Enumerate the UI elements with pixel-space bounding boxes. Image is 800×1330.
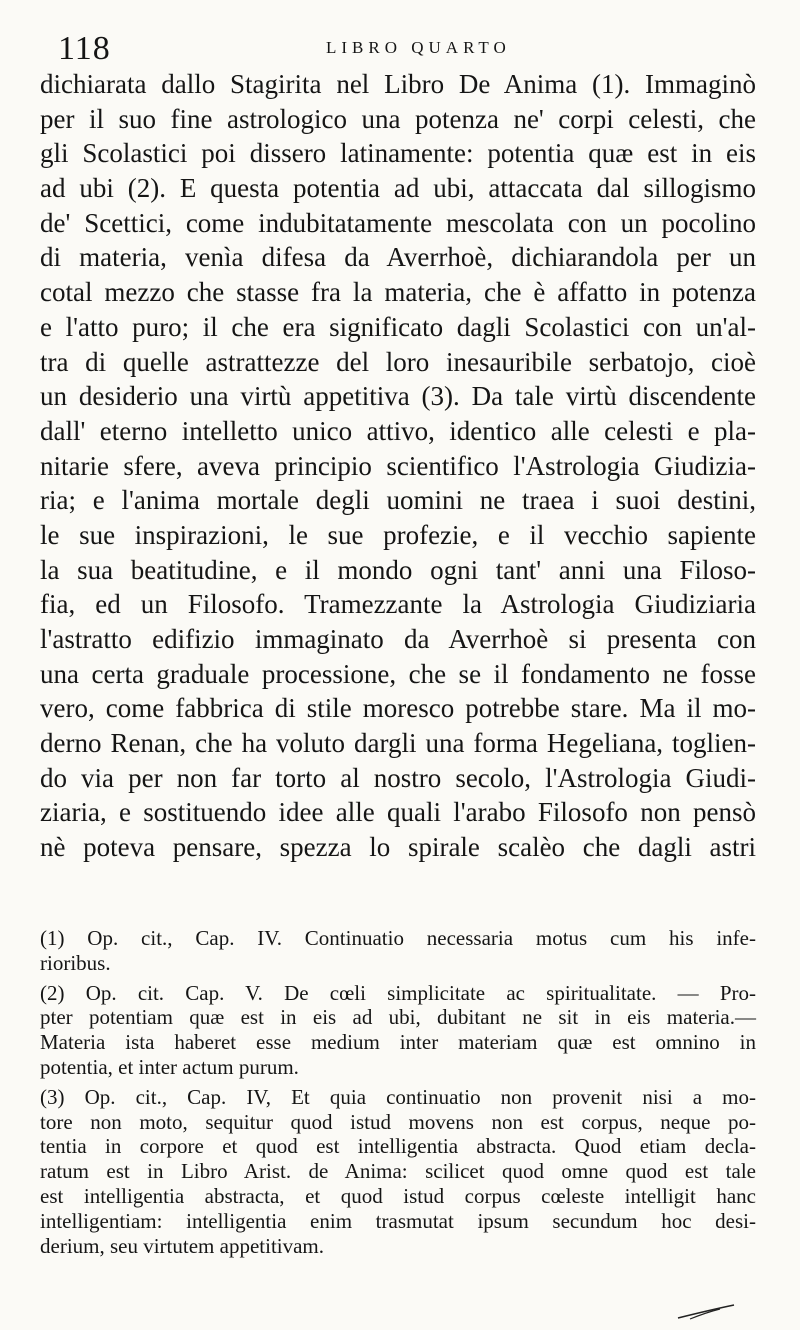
- text-line: l'astratto edifizio immaginato da Averrhoè si presenta con: [40, 624, 756, 654]
- text-line: di materia, venìa difesa da Averrhoè, dichiarandola per un: [40, 242, 756, 273]
- footnote-line: derium, seu virtutem appetitivam.: [40, 1233, 325, 1258]
- text-line: fia, ed un Filosofo. Tramezzante la Astrologia Giudiziaria: [40, 589, 756, 620]
- text-line: tra di quelle astrattezze del loro inesauribile serbatojo, cioè: [40, 346, 756, 377]
- text-line: una certa graduale processione, che se il fondamento ne fosse: [40, 658, 756, 689]
- footnote-1: [40, 926, 756, 976]
- footnotes: [40, 926, 756, 1258]
- text-line: vero, come fabbrica di stile moresco potrebbe stare. Ma il mo-: [40, 693, 756, 724]
- text-line: do via per non far torto al nostro secolo, l'Astrologia Giudi-: [40, 762, 756, 793]
- text-line: derno Renan, che ha voluto dargli una forma Hegeliana, toglien-: [40, 728, 756, 759]
- footnote-line: tore non moto, sequitur quod istud movens non est corpus, neque po-: [40, 1109, 756, 1134]
- text-line: de' Scettici, come indubitatamente mescolata con un pocolino: [40, 207, 756, 238]
- text-line: la sua beatitudine, e il mondo ogni tant' anni una Filoso-: [40, 554, 756, 585]
- footnote-3: [40, 1085, 756, 1259]
- text-line: e l'atto puro; il che era significato dagli Scolastici con un'al-: [40, 311, 756, 342]
- text-line: nè poteva pensare, spezza lo spirale scalèo che dagli astri: [40, 832, 756, 863]
- text-line: ria; e l'anima mortale degli uomini ne traea i suoi destini,: [40, 485, 756, 516]
- text-line: le sue inspirazioni, le sue profezie, e il vecchio sapiente: [40, 519, 756, 550]
- text-line: un desiderio una virtù appetitiva (3). Da tale virtù discendente: [40, 381, 756, 412]
- footnote-line: tentia in corpore et quod est intelligentia abstracta. Quod etiam decla-: [40, 1134, 756, 1159]
- text-line: gli Scolastici poi dissero latinamente: potentia quæ est in eis: [40, 138, 756, 169]
- footnote-line: (3) Op. cit., Cap. IV, Et quia continuatio non provenit nisi a mo-: [40, 1084, 756, 1109]
- main-text: [40, 67, 756, 865]
- footnote-line: ratum est in Libro Arist. de Anima: scilicet quod omne quod est tale: [40, 1159, 756, 1184]
- footnote-line: rioribus.: [40, 950, 111, 975]
- footnote-line: intelligentiam: intelligentia enim trasmutat ipsum secundum hoc desi-: [40, 1208, 756, 1233]
- text-line: dichiarata dallo Stagirita nel Libro De Anima (1). Immaginò: [40, 69, 756, 99]
- footnote-line: est intelligentia abstracta, et quod istud corpus cœleste intelligit hanc: [40, 1183, 756, 1208]
- footnote-line: potentia, et inter actum purum.: [40, 1054, 299, 1079]
- footnote-2: [40, 981, 756, 1080]
- page-header: [40, 30, 760, 70]
- pen-stroke-mark: [676, 1302, 736, 1322]
- footnote-line: pter potentiam quæ est in eis ad ubi, dubitant ne sit in eis materia.—: [40, 1005, 756, 1030]
- text-line: dall' eterno intelletto unico attivo, identico alle celesti e pla-: [40, 415, 756, 446]
- page-number: 118: [58, 30, 111, 67]
- footnote-line: (2) Op. cit. Cap. V. De cœli simplicitate ac spiritualitate. — Pro-: [40, 980, 756, 1005]
- text-line: ziaria, e sostituendo idee alle quali l'arabo Filosofo non pensò: [40, 797, 756, 828]
- running-head: LIBRO QUARTO: [326, 38, 511, 57]
- footnote-line: Materia ista haberet esse medium inter materiam quæ est omnino in: [40, 1030, 756, 1055]
- text-line: ad ubi (2). E questa potentia ad ubi, attaccata dal sillogismo: [40, 173, 756, 204]
- footnote-line: (1) Op. cit., Cap. IV. Continuatio necessaria motus cum his infe-: [40, 926, 756, 950]
- text-line: nitarie sfere, aveva principio scientifico l'Astrologia Giudizia-: [40, 450, 756, 481]
- text-line: per il suo fine astrologico una potenza ne' corpi celesti, che: [40, 103, 756, 134]
- text-line: cotal mezzo che stasse fra la materia, che è affatto in potenza: [40, 277, 756, 308]
